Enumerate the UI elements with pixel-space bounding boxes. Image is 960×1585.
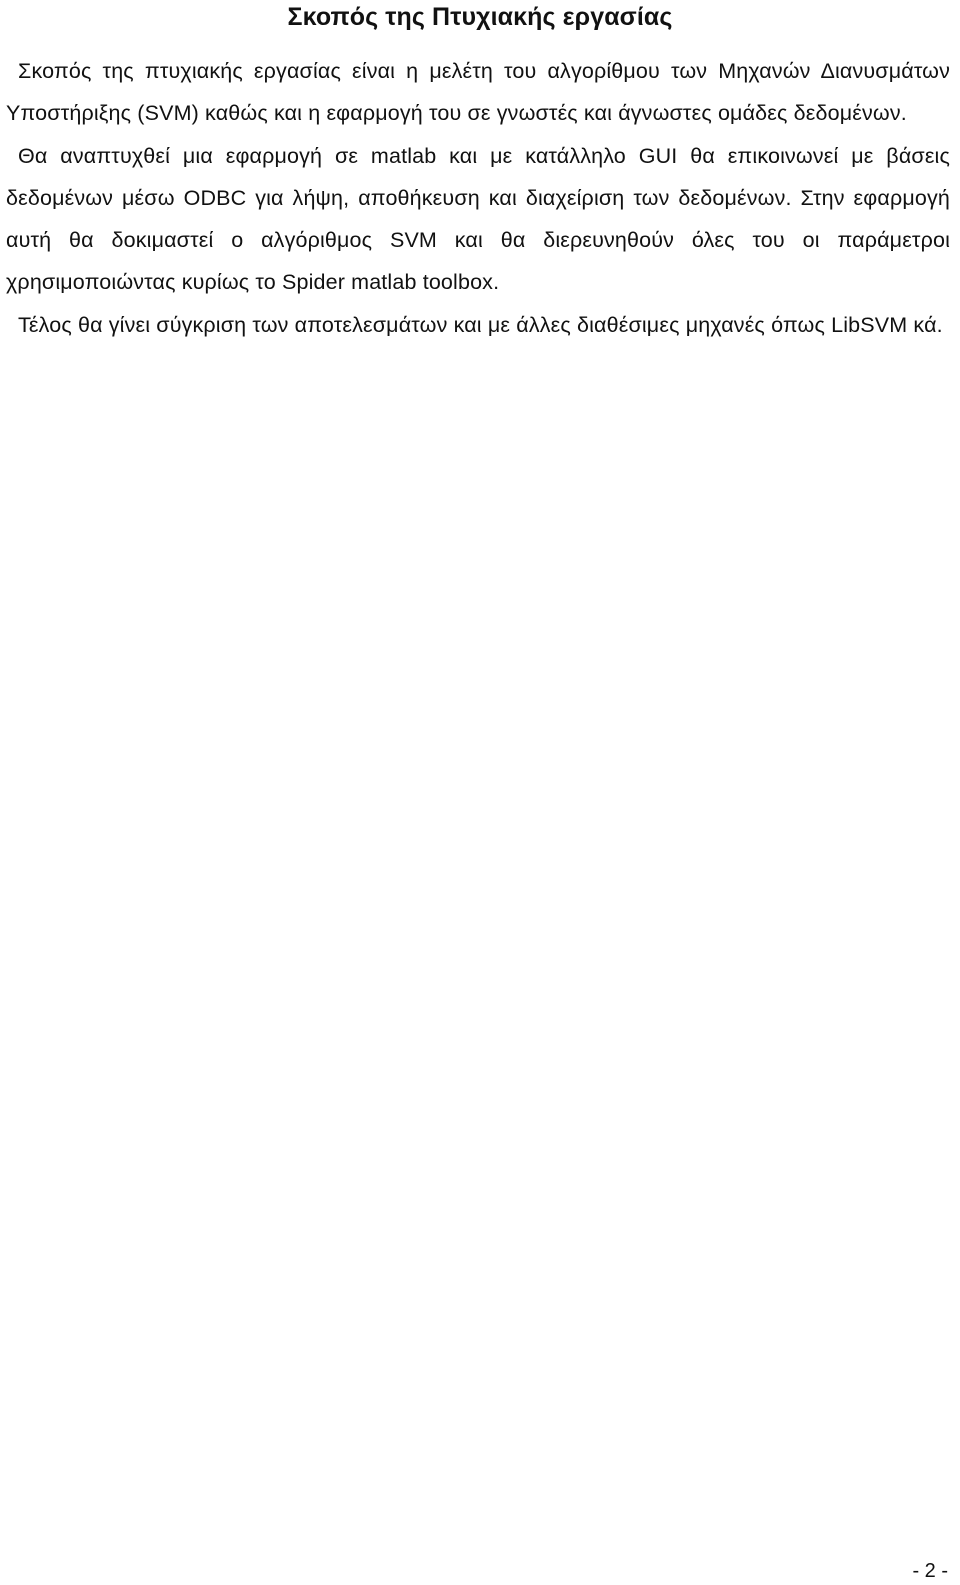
paragraph-application: Θα αναπτυχθεί μια εφαρμογή σε matlab και με κατάλληλο GUI θα επικοινωνεί με βάσεις δεδομένων μέσω ODBC για λήψη, αποθήκευση και διαχείριση των δεδομένων. Στην εφαρμογή αυτή θα δοκιμαστεί ο αλγόριθμος SVM και θα διερευνηθούν όλες του οι παράμετροι χρησιμοποιώντας κυρίως το Spider matlab toolbox. [6, 143, 950, 295]
paragraph-purpose: Σκοπός της πτυχιακής εργασίας είναι η μελέτη του αλγορίθμου των Μηχανών Διανυσμάτων Υποστήριξης (SVM) καθώς και η εφαρμογή του σε γνωστές και άγνωστες ομάδες δεδομένων. [6, 59, 950, 126]
page-title: Σκοπός της Πτυχιακής εργασίας [287, 3, 673, 31]
paragraph-comparison: Τέλος θα γίνει σύγκριση των αποτελεσμάτων και με άλλες διαθέσιμες μηχανές όπως LibSVM κά. [18, 312, 943, 337]
document-body [6, 50, 950, 346]
page-number: - 2 - [912, 1560, 948, 1582]
